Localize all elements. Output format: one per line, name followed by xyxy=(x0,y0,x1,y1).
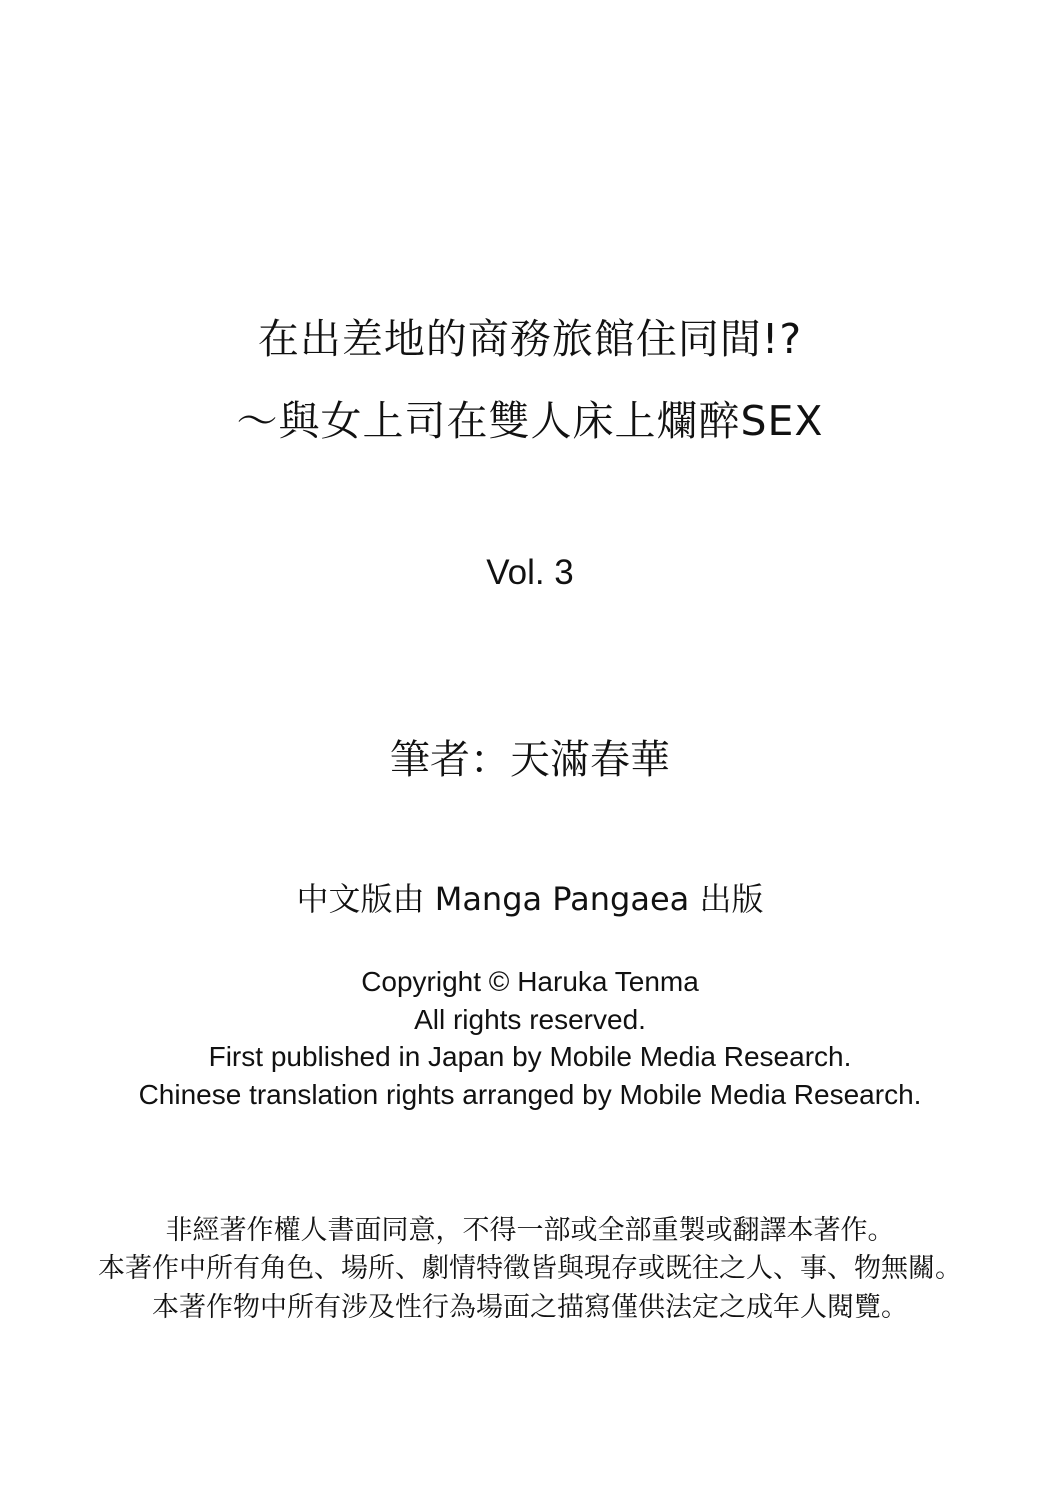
legal-notice-line-3: 本著作物中所有涉及性行為場面之描寫僅供法定之成年人閱覽。 xyxy=(152,1292,908,1323)
copyright-line-3: First published in Japan by Mobile Media Research. xyxy=(208,1041,852,1072)
volume-label: Vol. 3 xyxy=(486,553,574,592)
author-credit: 筆者：天滿春華 xyxy=(390,737,670,783)
title-line-2: ～與女上司在雙人床上爛醉SEX xyxy=(236,397,824,445)
copyright-line-4: Chinese translation rights arranged by Mobile Media Research. xyxy=(138,1079,922,1110)
legal-notice-line-2: 本著作中所有角色、場所、劇情特徵皆與現存或既往之人、事、物無關。 xyxy=(98,1253,962,1284)
title-line-1: 在出差地的商務旅館住同間!? xyxy=(257,315,803,363)
copyright-line-1: Copyright © Haruka Tenma xyxy=(361,966,699,997)
copyright-line-2: All rights reserved. xyxy=(414,1004,646,1035)
publisher-credit: 中文版由 Manga Pangaea 出版 xyxy=(296,880,764,918)
legal-notice-line-1: 非經著作權人書面同意，不得一部或全部重製或翻譯本著作。 xyxy=(165,1215,895,1246)
